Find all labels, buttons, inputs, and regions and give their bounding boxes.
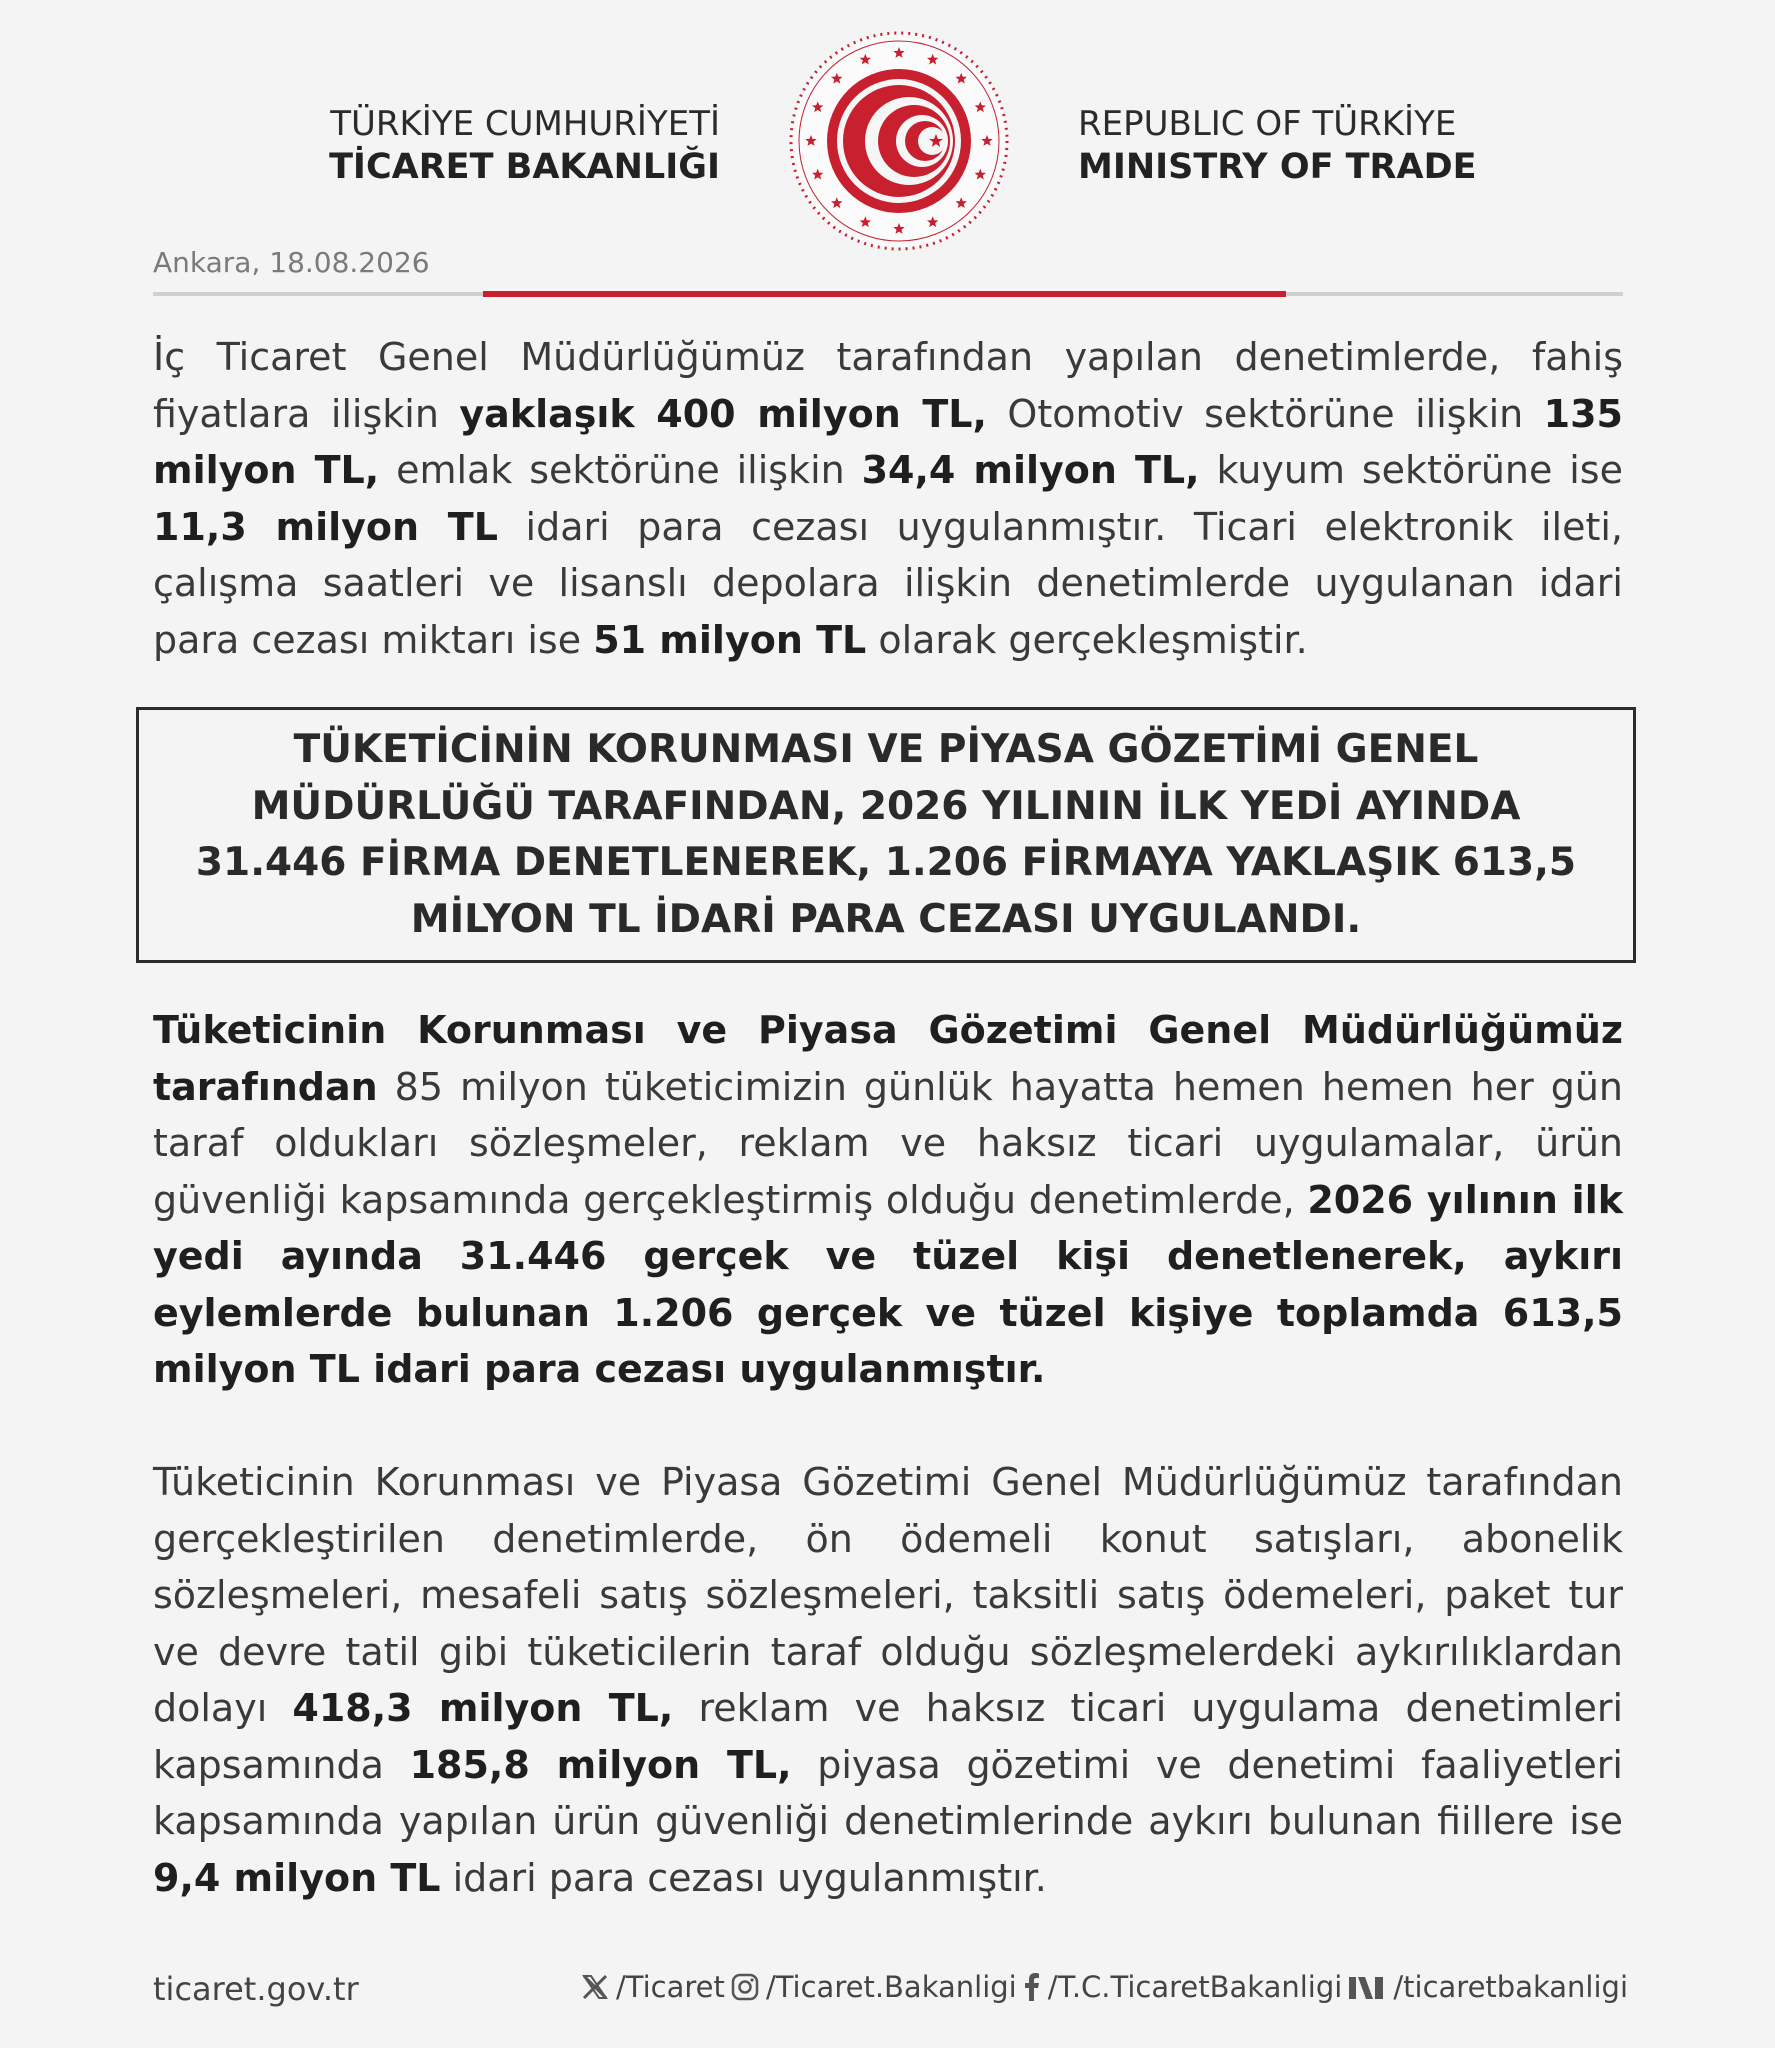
headline-text: TÜKETİCİNİN KORUNMASI VE PİYASA GÖZETİMİ GENEL MÜDÜRLÜĞÜ TARAFINDAN, 2026 YILININ İLK YEDİ AYINDA 31.446 FİRMA DENETLENEREK, 1.206 FİRMAYA YAKLAŞIK 613,5 MİLYON TL İDARİ PARA CEZASI UYGULANDI. (195, 727, 1577, 942)
highlight-amount: 185,8 milyon TL, (409, 1742, 792, 1787)
header-ministry-en: MINISTRY OF TRADE (1078, 147, 1477, 187)
facebook-icon (1022, 1972, 1042, 2002)
headline-box (136, 707, 1636, 963)
highlight-amount: yaklaşık 400 milyon TL, (459, 391, 987, 436)
social-links (580, 1970, 1628, 2004)
paragraph-inspections-detail (153, 1454, 1623, 1906)
text: Tüketicinin Korunması ve Piyasa Gözetimi Genel Müdürlüğümüz tarafından gerçekleştirilen denetimlerde, ön ödemeli konut satışları, abonelik sözleşmeleri, mesafeli satış sözleşmeleri, taksitli satış ödemeleri, paket tur ve devre tatil gibi tüketicilerin taraf olduğu sözleşmelerdeki aykırılıklardan dolayı (153, 1460, 1623, 1730)
highlight-amount: 135 milyon TL, (153, 391, 1623, 492)
highlight-text: Tüketicinin Korunması ve Piyasa Gözetimi Genel Müdürlüğümüz tarafından (153, 1008, 1623, 1109)
text: kuyum sektörüne ise (1199, 448, 1623, 492)
social-instagram[interactable] (730, 1970, 1017, 2004)
highlight-amount: 51 milyon TL (593, 617, 867, 662)
nsosyal-handle: /ticaretbakanligi (1393, 1970, 1628, 2004)
social-facebook[interactable] (1022, 1970, 1343, 2004)
divider-red (483, 291, 1286, 297)
instagram-icon (730, 1972, 760, 2002)
header-republic-en: REPUBLIC OF TÜRKİYE (1078, 104, 1457, 144)
ministry-seal-logo (788, 30, 1010, 252)
highlight-amount: 418,3 milyon TL, (292, 1686, 674, 1730)
x-handle: /Ticaret (616, 1970, 725, 2004)
text: İç Ticaret Genel Müdürlüğümüz tarafından yapılan denetimlerde, fahiş fiyatlara ilişkin (153, 335, 1623, 436)
facebook-handle: /T.C.TicaretBakanligi (1047, 1970, 1343, 2004)
highlight-amount: 34,4 milyon TL, (861, 448, 1200, 492)
text: idari para cezası uygulanmıştır. (440, 1855, 1047, 1900)
header-turkish (250, 103, 720, 189)
text: reklam ve haksız ticari uygulama denetimleri kapsamında (153, 1686, 1623, 1787)
text: idari para cezası uygulanmıştır. Ticari elektronik ileti, çalışma saatleri ve lisanslı depolara ilişkin denetimlerde uygulanan idari para cezası miktarı ise (153, 504, 1623, 662)
date-line: Ankara, 18.08.2026 (153, 246, 430, 279)
header-republic-tr: TÜRKİYE CUMHURİYETİ (330, 104, 720, 144)
text: Otomotiv sektörüne ilişkin (986, 391, 1544, 436)
social-nsosyal[interactable] (1347, 1970, 1628, 2004)
text: 85 milyon tüketicimizin günlük hayatta hemen hemen her gün taraf oldukları sözleşmeler, reklam ve haksız ticari uygulamalar, ürün güvenliği kapsamında gerçekleştirmiş olduğu denetimlerde, (153, 1064, 1623, 1222)
social-x[interactable] (580, 1970, 725, 2004)
header-ministry-tr: TİCARET BAKANLIĞI (329, 147, 720, 187)
highlight-amount: 9,4 milyon TL (153, 1855, 441, 1900)
paragraph-consumer-protection (153, 1002, 1623, 1398)
instagram-handle: /Ticaret.Bakanligi (765, 1970, 1017, 2004)
highlight-text: 2026 yılının ilk yedi ayında 31.446 gerçek ve tüzel kişi denetlenerek, aykırı eylemlerde bulunan 1.206 gerçek ve tüzel kişiye toplamda 613,5 milyon TL idari para cezası uygulanmıştır. (153, 1177, 1623, 1391)
website-link[interactable]: ticaret.gov.tr (153, 1970, 359, 2008)
highlight-amount: 11,3 milyon TL (153, 504, 498, 549)
text: olarak gerçekleşmiştir. (866, 617, 1308, 662)
x-icon (580, 1972, 610, 2002)
paragraph-internal-trade (153, 329, 1623, 668)
header-english (1078, 103, 1578, 189)
nsosyal-icon (1347, 1972, 1387, 2002)
text: emlak sektörüne ilişkin (379, 448, 862, 492)
text: piyasa gözetimi ve denetimi faaliyetleri kapsamında yapılan ürün güvenliği denetimlerinde aykırı bulunan fiillere ise (153, 1742, 1623, 1843)
